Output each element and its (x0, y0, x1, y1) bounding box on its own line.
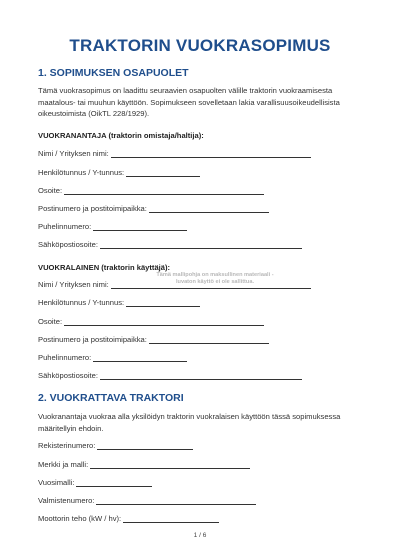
fill-in-line[interactable] (126, 297, 200, 307)
field-label: Sähköpostiosoite: (38, 371, 98, 380)
lessor-address-field[interactable] (38, 183, 264, 195)
fill-in-line[interactable] (90, 459, 250, 469)
page-number: 1 / 6 (193, 532, 207, 539)
watermark-line: Tämä mallipohja on maksullinen materiaali - (156, 272, 274, 278)
lessor-phone-field[interactable] (38, 219, 187, 231)
intro-line: Vuokranantaja vuokraa alla yksilöidyn traktorin vuokralaisen käyttöön tässä sopimuksessa (38, 412, 341, 421)
lessee-name-field[interactable] (38, 277, 311, 289)
fill-in-line[interactable] (111, 279, 311, 289)
fill-in-line[interactable] (93, 221, 187, 231)
lessor-heading: VUOKRANANTAJA (traktorin omistaja/haltija): (38, 131, 204, 140)
fill-in-line[interactable] (100, 370, 302, 380)
intro-line: Tämä vuokrasopimus on laadittu seuraavien osapuolten välille traktorin vuokraamisesta (38, 86, 333, 95)
lessor-id-field[interactable] (38, 165, 200, 177)
lessor-email-field[interactable] (38, 237, 302, 249)
field-label: Sähköpostiosoite: (38, 240, 98, 249)
lessee-phone-field[interactable] (38, 350, 187, 362)
field-label: Vuosimalli: (38, 478, 75, 487)
fill-in-line[interactable] (76, 477, 152, 487)
fill-in-line[interactable] (149, 334, 269, 344)
field-label: Rekisterinumero: (38, 441, 96, 450)
engine-power-field[interactable] (38, 511, 219, 523)
section-2-heading: 2. VUOKRATTAVA TRAKTORI (38, 392, 184, 404)
lessee-heading: VUOKRALAINEN (traktorin käyttäjä): (38, 263, 171, 272)
field-label: Postinumero ja postitoimipaikka: (38, 335, 147, 344)
fill-in-line[interactable] (149, 203, 269, 213)
field-label: Merkki ja malli: (38, 460, 89, 469)
intro-line: määritellyin ehdoin. (38, 423, 104, 433)
intro-line: maatalous- tai muuhun käyttöön. Sopimukseen sovelletaan lakia varallisuusoikeudellisista (38, 97, 340, 107)
field-label: Henkilötunnus / Y-tunnus: (38, 168, 125, 177)
make-model-field[interactable] (38, 457, 250, 469)
section-1-intro (38, 85, 364, 120)
lessee-id-field[interactable] (38, 295, 200, 307)
field-label: Postinumero ja postitoimipaikka: (38, 204, 147, 213)
fill-in-line[interactable] (111, 148, 311, 158)
field-label: Moottorin teho (kW / hv): (38, 514, 122, 523)
model-year-field[interactable] (38, 475, 152, 487)
field-label: Henkilötunnus / Y-tunnus: (38, 298, 125, 307)
lessor-postal-field[interactable] (38, 201, 269, 213)
fill-in-line[interactable] (64, 185, 264, 195)
registration-number-field[interactable] (38, 438, 193, 450)
fill-in-line[interactable] (100, 239, 302, 249)
field-label: Valmistenumero: (38, 496, 95, 505)
field-label: Nimi / Yrityksen nimi: (38, 280, 109, 289)
fill-in-line[interactable] (97, 440, 193, 450)
lessee-postal-field[interactable] (38, 332, 269, 344)
document-title: TRAKTORIN VUOKRASOPIMUS (69, 36, 331, 55)
fill-in-line[interactable] (93, 352, 187, 362)
fill-in-line[interactable] (64, 316, 264, 326)
lessee-email-field[interactable] (38, 368, 302, 380)
fill-in-line[interactable] (96, 495, 256, 505)
field-label: Puhelinnumero: (38, 222, 92, 231)
field-label: Osoite: (38, 186, 63, 195)
section-1-heading: 1. SOPIMUKSEN OSAPUOLET (38, 67, 189, 79)
field-label: Nimi / Yrityksen nimi: (38, 149, 109, 158)
fill-in-line[interactable] (123, 513, 219, 523)
serial-number-field[interactable] (38, 493, 256, 505)
field-label: Puhelinnumero: (38, 353, 92, 362)
lessor-name-field[interactable] (38, 146, 311, 158)
watermark-line: luvaton käyttö ei ole sallittua. (175, 279, 255, 285)
section-2-intro (38, 411, 364, 434)
fill-in-line[interactable] (126, 167, 200, 177)
lessee-address-field[interactable] (38, 314, 264, 326)
field-label: Osoite: (38, 317, 63, 326)
intro-line: oikeustoimista (OikTL 228/1929). (38, 109, 150, 118)
